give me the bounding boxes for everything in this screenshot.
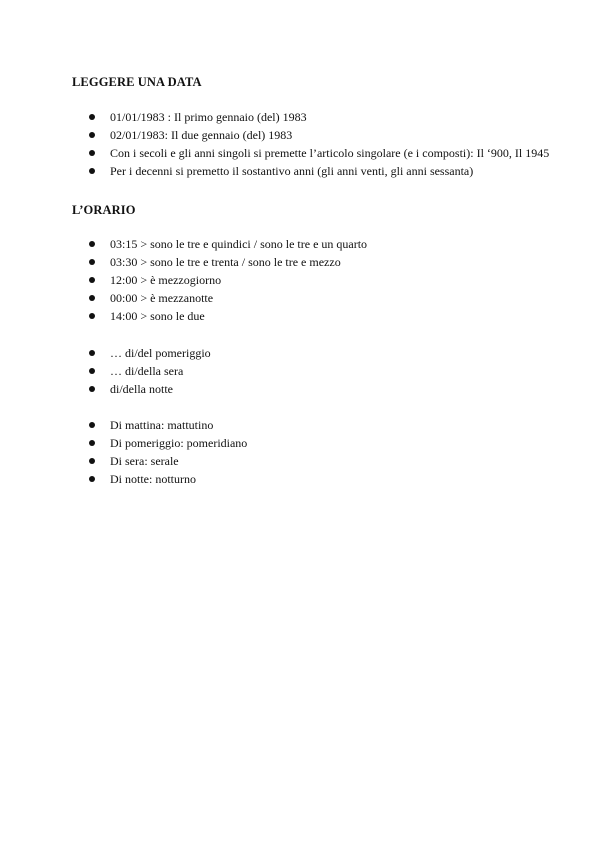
list-item: Di notte: notturno xyxy=(0,470,247,488)
list-item: 02/01/1983: Il due gennaio (del) 1983 xyxy=(0,126,549,144)
list-item: Di pomeriggio: pomeridiano xyxy=(0,434,247,452)
bullet-icon xyxy=(89,476,95,482)
bullet-icon xyxy=(89,259,95,265)
bullet-icon xyxy=(89,114,95,120)
bullet-icon xyxy=(89,386,95,392)
bullet-icon xyxy=(89,350,95,356)
periods-list xyxy=(0,344,211,398)
list-item: … di/del pomeriggio xyxy=(0,344,211,362)
bullet-icon xyxy=(89,168,95,174)
hours-list xyxy=(0,235,367,325)
heading-orario: L’ORARIO xyxy=(72,203,136,217)
list-item: Di mattina: mattutino xyxy=(0,416,247,434)
list-item: 12:00 > è mezzogiorno xyxy=(0,271,367,289)
list-item: di/della notte xyxy=(0,380,211,398)
list-item: 14:00 > sono le due xyxy=(0,307,367,325)
bullet-icon xyxy=(89,277,95,283)
list-item: 01/01/1983 : Il primo gennaio (del) 1983 xyxy=(0,108,549,126)
bullet-icon xyxy=(89,150,95,156)
list-item: 03:15 > sono le tre e quindici / sono le tre e un quarto xyxy=(0,235,367,253)
bullet-icon xyxy=(89,132,95,138)
bullet-icon xyxy=(89,440,95,446)
heading-leggere-una-data: LEGGERE UNA DATA xyxy=(72,75,202,89)
bullet-icon xyxy=(89,295,95,301)
date-list xyxy=(0,108,549,180)
list-item: 03:30 > sono le tre e trenta / sono le tre e mezzo xyxy=(0,253,367,271)
bullet-icon xyxy=(89,458,95,464)
list-item: Con i secoli e gli anni singoli si premette l’articolo singolare (e i composti): Il ‘900, Il 1945 xyxy=(0,144,549,162)
list-item: … di/della sera xyxy=(0,362,211,380)
list-item: Di sera: serale xyxy=(0,452,247,470)
adjectives-list xyxy=(0,416,247,488)
bullet-icon xyxy=(89,368,95,374)
list-item: 00:00 > è mezzanotte xyxy=(0,289,367,307)
bullet-icon xyxy=(89,313,95,319)
bullet-icon xyxy=(89,241,95,247)
bullet-icon xyxy=(89,422,95,428)
list-item: Per i decenni si premetto il sostantivo anni (gli anni venti, gli anni sessanta) xyxy=(0,162,549,180)
